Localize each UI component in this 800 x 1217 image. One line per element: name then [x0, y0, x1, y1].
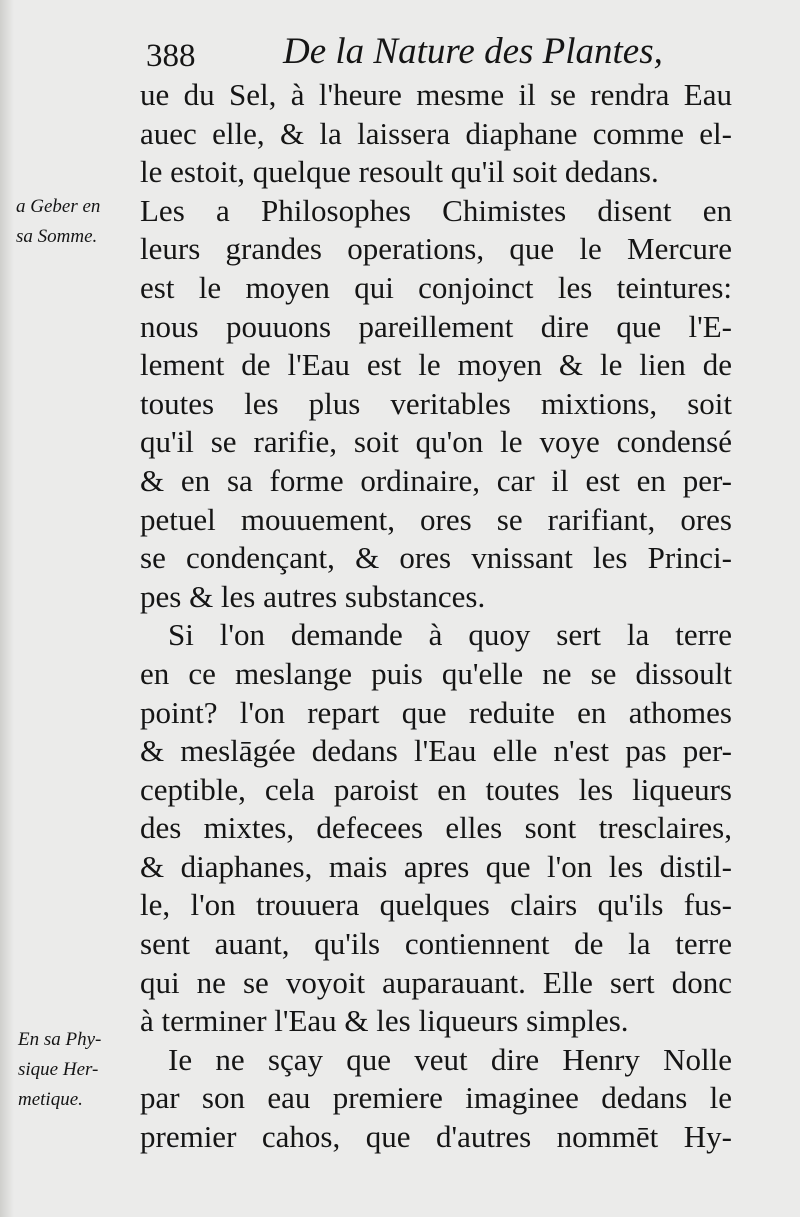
text-line: premier cahos, que d'autres nommēt Hy-	[140, 1119, 732, 1155]
text-line: des mixtes, defecees elles sont tresclaires,	[140, 810, 732, 846]
text-line: pes & les autres substances.	[140, 578, 486, 614]
text-line: & en sa forme ordinaire, car il est en per-	[140, 462, 732, 498]
margin-note-geber	[16, 192, 100, 252]
text-line: Ie ne sçay que veut dire Henry Nolle	[168, 1041, 732, 1077]
text-line: toutes les plus veritables mixtions, soit	[140, 385, 732, 421]
text-line: ceptible, cela paroist en toutes les liqueurs	[140, 771, 732, 807]
text-line: est le moyen qui conjoinct les teintures:	[140, 269, 732, 305]
text-line: point? l'on repart que reduite en athomes	[140, 694, 732, 730]
text-line: leurs grandes operations, que le Mercure	[140, 231, 732, 267]
body-text	[140, 76, 732, 1157]
margin-note-line: metique.	[18, 1089, 83, 1110]
text-line: nous pouuons pareillement dire que l'E-	[140, 308, 732, 344]
margin-note-physique	[18, 1025, 101, 1115]
text-line: à terminer l'Eau & les liqueurs simples.	[140, 1003, 629, 1039]
text-line: se condençant, & ores vnissant les Princi-	[140, 540, 732, 576]
margin-note-line: En sa Phy-	[18, 1029, 102, 1050]
text-line: le estoit, quelque resoult qu'il soit dedans.	[140, 154, 659, 190]
text-line: petuel mouuement, ores se rarifiant, ores	[140, 501, 732, 537]
text-line: en ce meslange puis qu'elle ne se dissoult	[140, 655, 732, 691]
text-line: qui ne se voyoit auparauant. Elle sert donc	[140, 964, 732, 1000]
text-line: sent auant, qu'ils contiennent de la terre	[140, 926, 732, 962]
text-line: lement de l'Eau est le moyen & le lien de	[140, 347, 732, 383]
page-number: 388	[146, 38, 196, 74]
margin-note-line: a Geber en	[16, 196, 101, 217]
page-header	[146, 30, 736, 80]
text-line: le, l'on trouuera quelques clairs qu'ils fus-	[140, 887, 732, 923]
running-title: De la Nature des Plantes,	[283, 31, 663, 72]
text-line: & meslāgée dedans l'Eau elle n'est pas per-	[140, 733, 732, 769]
text-line: ue du Sel, à l'heure mesme il se rendra Eau	[140, 77, 732, 112]
text-line: & diaphanes, mais apres que l'on les distil-	[140, 848, 732, 884]
text-line: auec elle, & la laissera diaphane comme el-	[140, 115, 732, 151]
text-line: Si l'on demande à quoy sert la terre	[168, 617, 732, 653]
text-line: par son eau premiere imaginee dedans le	[140, 1080, 732, 1116]
text-line: Les a Philosophes Chimistes disent en	[140, 192, 732, 228]
margin-note-line: sa Somme.	[16, 226, 98, 247]
margin-note-line: sique Her-	[18, 1059, 99, 1080]
text-line: qu'il se rarifie, soit qu'on le voye condensé	[140, 424, 732, 460]
